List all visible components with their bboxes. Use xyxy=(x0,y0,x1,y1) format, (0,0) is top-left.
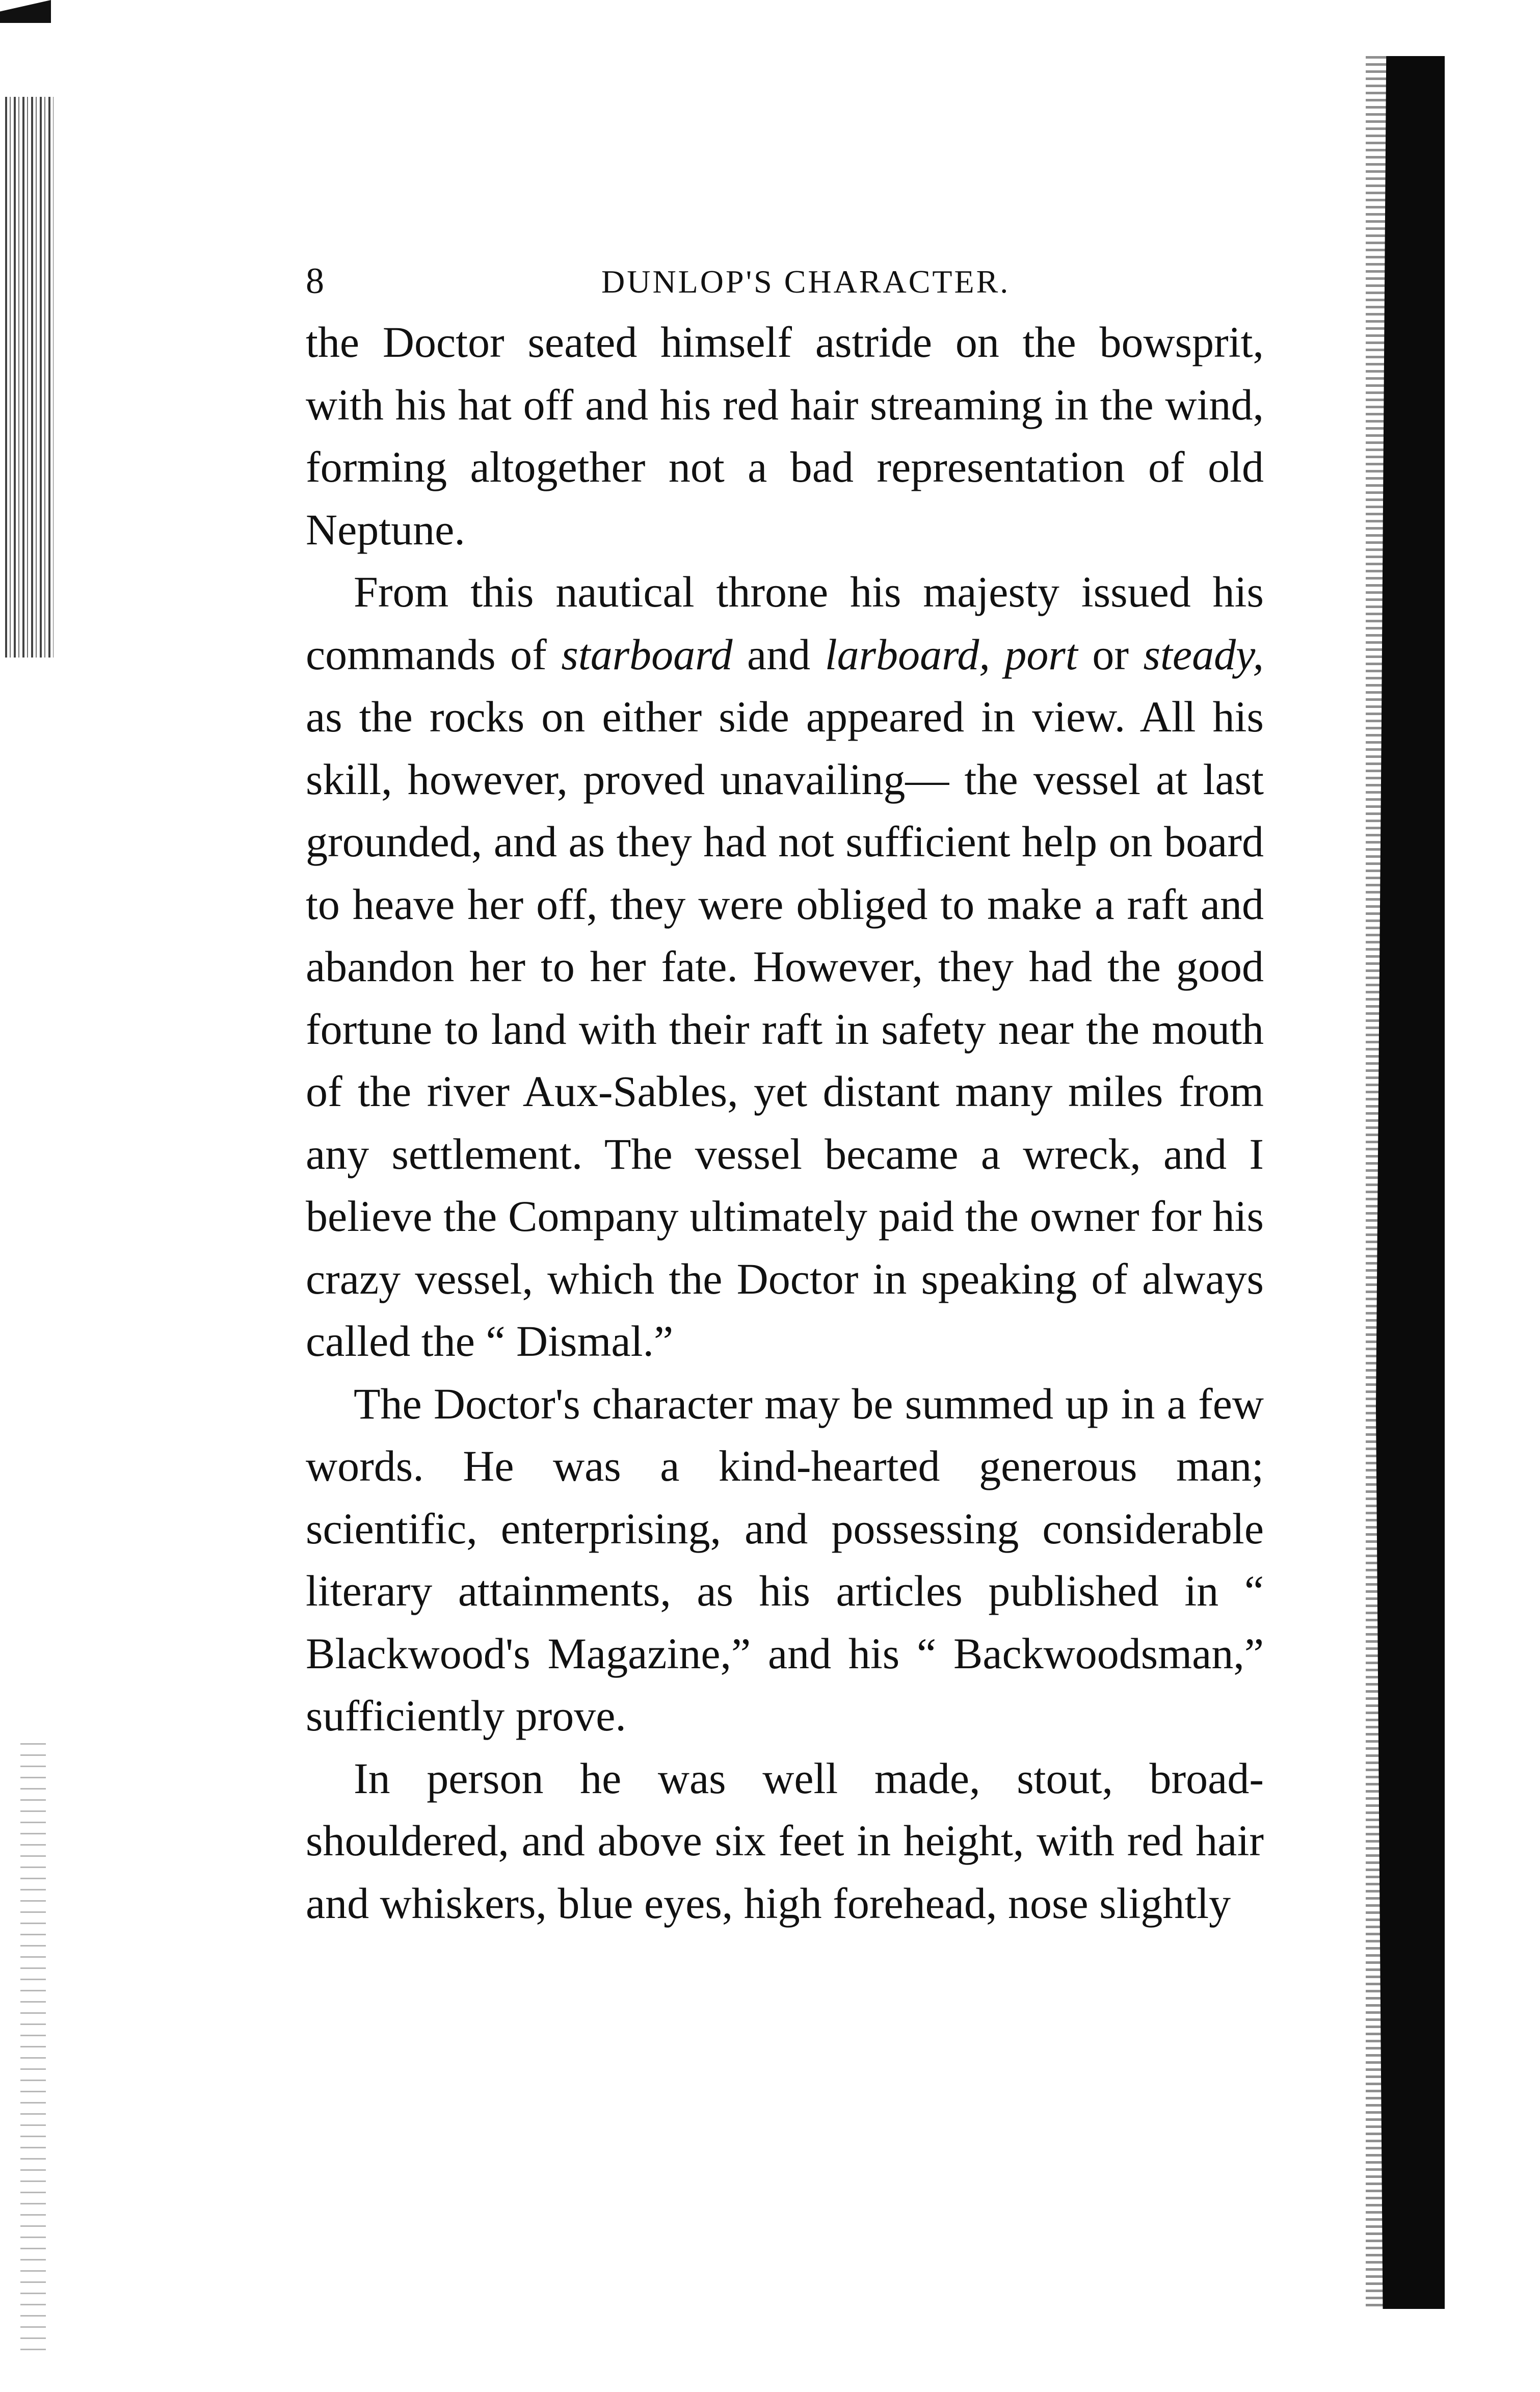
running-head xyxy=(306,250,1264,311)
text-run: The Doctor's character may be summed up in a few words. He was a kind-hearted generous man; scientific, enterprising, and possessing considerable literary attainments, as his articles published in “ Blackwood's Magazine,” and his “ Backwoodsman,” sufficiently prove. xyxy=(306,1379,1264,1740)
text-run: or xyxy=(1077,629,1144,679)
scan-page-edge-shadow xyxy=(1376,56,1445,2309)
text-run: as the rocks on either side appeared in view. All his skill, however, proved unavailing— the vessel at last grounded, and as they had not sufficient help on board to heave her off, they were obliged to make a raft and abandon her to her fate. However, they had the good fortune to land with their raft in safety near the mouth of the river Aux-Sables, yet distant many miles from any settlement. The vessel became a wreck, and I believe the Company ultimately paid the owner for his crazy vessel, which the Doctor in speaking of always called the “ Dismal.” xyxy=(306,692,1264,1365)
text-run: In person he was well made, stout, broad-shouldered, and above six feet in height, with red hair and whiskers, blue eyes, high forehead, nose slightly xyxy=(306,1753,1264,1928)
scan-binding-edge-lower xyxy=(20,1743,46,2355)
paragraph-text xyxy=(306,1373,1264,1747)
book-page xyxy=(306,250,1264,1934)
paragraph-text xyxy=(306,311,1264,561)
scan-binding-edge xyxy=(5,97,54,658)
text-run: From this nautical throne his majesty issued his commands of xyxy=(306,567,1264,679)
scan-corner-mark xyxy=(0,0,51,23)
italic-term: larboard, port xyxy=(825,629,1078,679)
italic-term: starboard xyxy=(561,629,733,679)
text-run: the Doctor seated himself astride on the bowsprit, with his hat off and his red hair streaming in the wind, forming altogether not a bad representation of old Neptune. xyxy=(306,318,1264,554)
running-head-title: DUNLOP'S CHARACTER. xyxy=(601,264,1011,300)
page-number: 8 xyxy=(306,260,326,301)
italic-term: steady, xyxy=(1143,629,1264,679)
body-text xyxy=(306,311,1264,1934)
paragraph-text xyxy=(306,1747,1264,1935)
paragraph xyxy=(306,311,1264,561)
paragraph xyxy=(306,1373,1264,1747)
paragraph-text xyxy=(306,561,1264,1373)
paragraph xyxy=(306,1747,1264,1935)
text-run: and xyxy=(732,629,825,679)
paragraph xyxy=(306,561,1264,1373)
